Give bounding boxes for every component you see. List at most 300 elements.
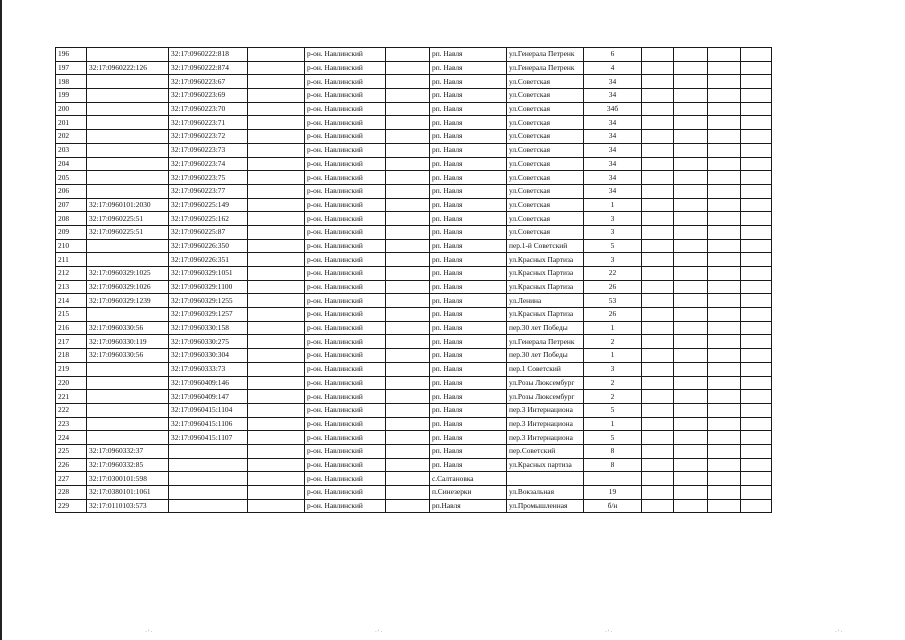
empty-cell: [642, 61, 674, 75]
empty-cell: [741, 335, 772, 349]
empty-cell: [642, 130, 674, 144]
row-number-cell: 216: [56, 321, 87, 335]
street-cell: ул.Советская: [507, 102, 584, 116]
settlement-cell: рп. Навля: [430, 143, 507, 157]
street-cell: ул.Розы Люксембург: [507, 376, 584, 390]
empty-cell: [674, 61, 708, 75]
table-row: [56, 198, 772, 212]
empty-cell-cell: [386, 157, 430, 171]
table-row: [56, 143, 772, 157]
previous-cadastral-number-cell: 32:17:0960329:1239: [87, 294, 169, 308]
empty-cell: [642, 444, 674, 458]
previous-cadastral-number-cell: 32:17:0960329:1025: [87, 267, 169, 281]
district-cell: р-он. Навлинский: [305, 403, 386, 417]
row-number-cell: 199: [56, 89, 87, 103]
empty-cell: [642, 294, 674, 308]
table-row: [56, 444, 772, 458]
empty-cell-cell: [248, 403, 305, 417]
table-row: [56, 267, 772, 281]
empty-cell-cell: [248, 390, 305, 404]
street-cell: пер.3 Интернациона: [507, 403, 584, 417]
row-number-cell: 218: [56, 349, 87, 363]
empty-cell: [741, 48, 772, 62]
cadastral-number-cell: 32:17:0960223:69: [169, 89, 248, 103]
empty-cell: [642, 335, 674, 349]
table-row: [56, 212, 772, 226]
settlement-cell: рп. Навля: [430, 349, 507, 363]
empty-cell: [708, 157, 741, 171]
table-row: [56, 390, 772, 404]
district-cell: р-он. Навлинский: [305, 267, 386, 281]
empty-cell: [741, 403, 772, 417]
settlement-cell: рп. Навля: [430, 458, 507, 472]
house-number-cell: 3: [584, 225, 642, 239]
row-number-cell: 225: [56, 444, 87, 458]
street-cell: ул.Советская: [507, 89, 584, 103]
street-cell: пер.3 Интернациона: [507, 417, 584, 431]
house-number-cell: 34: [584, 75, 642, 89]
district-cell: р-он. Навлинский: [305, 376, 386, 390]
empty-cell: [741, 280, 772, 294]
empty-cell-cell: [386, 253, 430, 267]
house-number-cell: 2: [584, 390, 642, 404]
house-number-cell: 1: [584, 349, 642, 363]
empty-cell-cell: [386, 225, 430, 239]
house-number-cell: 5: [584, 239, 642, 253]
cadastral-number-cell: 32:17:0960226:350: [169, 239, 248, 253]
street-cell: ул.Советская: [507, 143, 584, 157]
empty-cell: [708, 403, 741, 417]
empty-cell: [741, 253, 772, 267]
empty-cell-cell: [248, 225, 305, 239]
settlement-cell: рп. Навля: [430, 280, 507, 294]
table-row: [56, 362, 772, 376]
property-register-table: [55, 47, 772, 513]
empty-cell: [642, 431, 674, 445]
empty-cell: [741, 499, 772, 513]
house-number-cell: 53: [584, 294, 642, 308]
previous-cadastral-number-cell: 32:17:0960330:56: [87, 321, 169, 335]
previous-cadastral-number-cell: 32:17:0960332:37: [87, 444, 169, 458]
row-number-cell: 224: [56, 431, 87, 445]
settlement-cell: рп. Навля: [430, 116, 507, 130]
empty-cell: [674, 143, 708, 157]
empty-cell: [708, 253, 741, 267]
empty-cell-cell: [248, 102, 305, 116]
empty-cell: [708, 143, 741, 157]
scan-artifact: ·'·: [605, 629, 614, 636]
empty-cell: [642, 75, 674, 89]
cadastral-number-cell: 32:17:0960222:874: [169, 61, 248, 75]
empty-cell: [674, 472, 708, 486]
cadastral-number-cell: [169, 458, 248, 472]
empty-cell: [674, 335, 708, 349]
empty-cell: [708, 89, 741, 103]
previous-cadastral-number-cell: 32:17:0380101:1061: [87, 486, 169, 500]
house-number-cell: 34: [584, 116, 642, 130]
cadastral-number-cell: 32:17:0960223:72: [169, 130, 248, 144]
table-row: [56, 48, 772, 62]
empty-cell: [708, 225, 741, 239]
table-row: [56, 225, 772, 239]
empty-cell: [642, 102, 674, 116]
house-number-cell: 26: [584, 308, 642, 322]
cadastral-number-cell: [169, 444, 248, 458]
street-cell: [507, 472, 584, 486]
empty-cell: [741, 294, 772, 308]
empty-cell-cell: [248, 75, 305, 89]
table-row: [56, 239, 772, 253]
empty-cell: [674, 321, 708, 335]
row-number-cell: 205: [56, 171, 87, 185]
empty-cell: [741, 458, 772, 472]
empty-cell: [708, 239, 741, 253]
empty-cell: [741, 102, 772, 116]
row-number-cell: 219: [56, 362, 87, 376]
previous-cadastral-number-cell: [87, 308, 169, 322]
empty-cell: [708, 321, 741, 335]
street-cell: ул.Красных Партиза: [507, 308, 584, 322]
empty-cell: [708, 417, 741, 431]
house-number-cell: 5: [584, 431, 642, 445]
settlement-cell: рп. Навля: [430, 376, 507, 390]
previous-cadastral-number-cell: [87, 171, 169, 185]
previous-cadastral-number-cell: 32:17:0960332:85: [87, 458, 169, 472]
row-number-cell: 226: [56, 458, 87, 472]
cadastral-number-cell: 32:17:0960333:73: [169, 362, 248, 376]
empty-cell: [642, 321, 674, 335]
table-row: [56, 280, 772, 294]
empty-cell-cell: [386, 335, 430, 349]
empty-cell: [642, 267, 674, 281]
district-cell: р-он. Навлинский: [305, 130, 386, 144]
cadastral-number-cell: 32:17:0960225:162: [169, 212, 248, 226]
empty-cell: [708, 486, 741, 500]
empty-cell-cell: [248, 321, 305, 335]
street-cell: ул.Красных Партиза: [507, 280, 584, 294]
street-cell: ул.Советская: [507, 157, 584, 171]
empty-cell-cell: [386, 308, 430, 322]
settlement-cell: рп. Навля: [430, 335, 507, 349]
previous-cadastral-number-cell: 32:17:0960330:56: [87, 349, 169, 363]
row-number-cell: 227: [56, 472, 87, 486]
empty-cell-cell: [386, 499, 430, 513]
row-number-cell: 222: [56, 403, 87, 417]
district-cell: р-он. Навлинский: [305, 61, 386, 75]
house-number-cell: 4: [584, 61, 642, 75]
empty-cell: [642, 280, 674, 294]
empty-cell-cell: [386, 116, 430, 130]
empty-cell-cell: [386, 280, 430, 294]
cadastral-number-cell: 32:17:0960223:77: [169, 184, 248, 198]
empty-cell-cell: [248, 486, 305, 500]
house-number-cell: 34: [584, 130, 642, 144]
house-number-cell: 26: [584, 280, 642, 294]
empty-cell: [642, 417, 674, 431]
street-cell: ул.Генерала Петренк: [507, 335, 584, 349]
row-number-cell: 198: [56, 75, 87, 89]
cadastral-number-cell: 32:17:0960223:67: [169, 75, 248, 89]
table-row: [56, 431, 772, 445]
empty-cell: [741, 89, 772, 103]
empty-cell-cell: [386, 143, 430, 157]
empty-cell: [642, 212, 674, 226]
row-number-cell: 204: [56, 157, 87, 171]
empty-cell: [741, 472, 772, 486]
empty-cell: [708, 499, 741, 513]
previous-cadastral-number-cell: [87, 403, 169, 417]
row-number-cell: 223: [56, 417, 87, 431]
house-number-cell: [584, 472, 642, 486]
empty-cell: [642, 116, 674, 130]
previous-cadastral-number-cell: 32:17:0960101:2030: [87, 198, 169, 212]
empty-cell-cell: [248, 89, 305, 103]
house-number-cell: 5: [584, 403, 642, 417]
settlement-cell: рп. Навля: [430, 417, 507, 431]
settlement-cell: рп. Навля: [430, 61, 507, 75]
empty-cell: [741, 130, 772, 144]
row-number-cell: 211: [56, 253, 87, 267]
house-number-cell: 19: [584, 486, 642, 500]
cadastral-number-cell: [169, 472, 248, 486]
previous-cadastral-number-cell: [87, 116, 169, 130]
empty-cell: [674, 362, 708, 376]
house-number-cell: б/н: [584, 499, 642, 513]
house-number-cell: 2: [584, 376, 642, 390]
empty-cell-cell: [386, 184, 430, 198]
previous-cadastral-number-cell: [87, 157, 169, 171]
street-cell: ул.Вокзальная: [507, 486, 584, 500]
district-cell: р-он. Навлинский: [305, 294, 386, 308]
empty-cell-cell: [386, 403, 430, 417]
empty-cell: [708, 267, 741, 281]
empty-cell: [708, 308, 741, 322]
empty-cell-cell: [386, 89, 430, 103]
district-cell: р-он. Навлинский: [305, 116, 386, 130]
empty-cell-cell: [386, 267, 430, 281]
settlement-cell: рп. Навля: [430, 225, 507, 239]
cadastral-number-cell: 32:17:0960222:818: [169, 48, 248, 62]
cadastral-number-cell: 32:17:0960329:1100: [169, 280, 248, 294]
table-row: [56, 89, 772, 103]
settlement-cell: рп. Навля: [430, 89, 507, 103]
row-number-cell: 228: [56, 486, 87, 500]
scan-artifact: ·'·: [375, 629, 384, 636]
previous-cadastral-number-cell: 32:17:0110103:573: [87, 499, 169, 513]
empty-cell: [642, 239, 674, 253]
house-number-cell: 34б: [584, 102, 642, 116]
empty-cell: [674, 89, 708, 103]
empty-cell: [741, 486, 772, 500]
table-row: [56, 253, 772, 267]
empty-cell: [642, 253, 674, 267]
empty-cell: [642, 486, 674, 500]
empty-cell: [642, 48, 674, 62]
empty-cell: [741, 349, 772, 363]
empty-cell-cell: [248, 239, 305, 253]
empty-cell-cell: [386, 486, 430, 500]
row-number-cell: 213: [56, 280, 87, 294]
district-cell: р-он. Навлинский: [305, 335, 386, 349]
empty-cell: [642, 171, 674, 185]
empty-cell-cell: [248, 61, 305, 75]
row-number-cell: 212: [56, 267, 87, 281]
empty-cell: [741, 321, 772, 335]
street-cell: ул.Советская: [507, 184, 584, 198]
cadastral-number-cell: 32:17:0960330:275: [169, 335, 248, 349]
empty-cell-cell: [386, 212, 430, 226]
table-row: [56, 335, 772, 349]
row-number-cell: 208: [56, 212, 87, 226]
cadastral-number-cell: 32:17:0960330:304: [169, 349, 248, 363]
street-cell: ул.Розы Люксембург: [507, 390, 584, 404]
house-number-cell: 2: [584, 335, 642, 349]
empty-cell-cell: [248, 417, 305, 431]
district-cell: р-он. Навлинский: [305, 157, 386, 171]
table-row: [56, 486, 772, 500]
empty-cell-cell: [248, 157, 305, 171]
row-number-cell: 207: [56, 198, 87, 212]
table-row: [56, 157, 772, 171]
cadastral-number-cell: 32:17:0960223:70: [169, 102, 248, 116]
district-cell: р-он. Навлинский: [305, 184, 386, 198]
previous-cadastral-number-cell: 32:17:0960222:126: [87, 61, 169, 75]
empty-cell: [642, 390, 674, 404]
empty-cell-cell: [386, 321, 430, 335]
empty-cell: [741, 116, 772, 130]
settlement-cell: рп. Навля: [430, 403, 507, 417]
page-edge: [0, 0, 2, 640]
empty-cell-cell: [386, 349, 430, 363]
empty-cell: [741, 75, 772, 89]
street-cell: пер.Советский: [507, 444, 584, 458]
empty-cell-cell: [386, 472, 430, 486]
empty-cell-cell: [248, 116, 305, 130]
empty-cell-cell: [248, 130, 305, 144]
empty-cell: [708, 335, 741, 349]
district-cell: р-он. Навлинский: [305, 417, 386, 431]
table-row: [56, 102, 772, 116]
empty-cell-cell: [386, 102, 430, 116]
empty-cell: [674, 349, 708, 363]
previous-cadastral-number-cell: 32:17:0960225:51: [87, 225, 169, 239]
empty-cell: [741, 157, 772, 171]
settlement-cell: рп. Навля: [430, 267, 507, 281]
previous-cadastral-number-cell: [87, 184, 169, 198]
cadastral-number-cell: 32:17:0960226:351: [169, 253, 248, 267]
previous-cadastral-number-cell: [87, 376, 169, 390]
empty-cell: [674, 253, 708, 267]
cadastral-number-cell: 32:17:0960329:1257: [169, 308, 248, 322]
empty-cell-cell: [386, 376, 430, 390]
district-cell: р-он. Навлинский: [305, 321, 386, 335]
empty-cell: [674, 417, 708, 431]
cadastral-number-cell: 32:17:0960223:75: [169, 171, 248, 185]
empty-cell: [741, 417, 772, 431]
empty-cell: [741, 61, 772, 75]
empty-cell-cell: [248, 335, 305, 349]
previous-cadastral-number-cell: [87, 390, 169, 404]
scan-artifact: ·'·: [145, 629, 154, 636]
empty-cell-cell: [248, 431, 305, 445]
previous-cadastral-number-cell: [87, 239, 169, 253]
empty-cell: [674, 116, 708, 130]
empty-cell-cell: [248, 184, 305, 198]
district-cell: р-он. Навлинский: [305, 280, 386, 294]
cadastral-number-cell: 32:17:0960329:1051: [169, 267, 248, 281]
empty-cell: [674, 239, 708, 253]
previous-cadastral-number-cell: [87, 431, 169, 445]
settlement-cell: рп. Навля: [430, 308, 507, 322]
row-number-cell: 202: [56, 130, 87, 144]
empty-cell: [708, 116, 741, 130]
cadastral-number-cell: 32:17:0960225:87: [169, 225, 248, 239]
settlement-cell: с.Салтановка: [430, 472, 507, 486]
district-cell: р-он. Навлинский: [305, 212, 386, 226]
previous-cadastral-number-cell: [87, 75, 169, 89]
empty-cell-cell: [248, 349, 305, 363]
empty-cell-cell: [248, 280, 305, 294]
previous-cadastral-number-cell: [87, 143, 169, 157]
previous-cadastral-number-cell: 32:17:0960330:119: [87, 335, 169, 349]
district-cell: р-он. Навлинский: [305, 431, 386, 445]
cadastral-number-cell: 32:17:0960329:1255: [169, 294, 248, 308]
empty-cell-cell: [248, 143, 305, 157]
empty-cell: [674, 403, 708, 417]
house-number-cell: 8: [584, 458, 642, 472]
empty-cell: [642, 308, 674, 322]
street-cell: ул.Генерала Петренк: [507, 48, 584, 62]
empty-cell: [674, 376, 708, 390]
empty-cell-cell: [386, 294, 430, 308]
settlement-cell: рп. Навля: [430, 184, 507, 198]
house-number-cell: 3: [584, 212, 642, 226]
district-cell: р-он. Навлинский: [305, 390, 386, 404]
settlement-cell: рп.Навля: [430, 499, 507, 513]
district-cell: р-он. Навлинский: [305, 75, 386, 89]
empty-cell: [708, 61, 741, 75]
empty-cell: [642, 225, 674, 239]
row-number-cell: 221: [56, 390, 87, 404]
settlement-cell: рп. Навля: [430, 294, 507, 308]
empty-cell-cell: [248, 499, 305, 513]
empty-cell: [741, 212, 772, 226]
previous-cadastral-number-cell: [87, 89, 169, 103]
previous-cadastral-number-cell: [87, 362, 169, 376]
empty-cell: [741, 390, 772, 404]
street-cell: ул.Красных партиза: [507, 458, 584, 472]
empty-cell: [674, 294, 708, 308]
district-cell: р-он. Навлинский: [305, 444, 386, 458]
empty-cell-cell: [248, 253, 305, 267]
district-cell: р-он. Навлинский: [305, 239, 386, 253]
empty-cell: [708, 102, 741, 116]
previous-cadastral-number-cell: 32:17:0300101:598: [87, 472, 169, 486]
cadastral-number-cell: 32:17:0960415:1107: [169, 431, 248, 445]
row-number-cell: 220: [56, 376, 87, 390]
house-number-cell: 8: [584, 444, 642, 458]
row-number-cell: 215: [56, 308, 87, 322]
empty-cell: [642, 143, 674, 157]
empty-cell: [674, 280, 708, 294]
empty-cell-cell: [386, 239, 430, 253]
previous-cadastral-number-cell: [87, 130, 169, 144]
empty-cell: [674, 198, 708, 212]
empty-cell-cell: [386, 417, 430, 431]
empty-cell: [708, 458, 741, 472]
empty-cell: [642, 376, 674, 390]
settlement-cell: рп. Навля: [430, 48, 507, 62]
